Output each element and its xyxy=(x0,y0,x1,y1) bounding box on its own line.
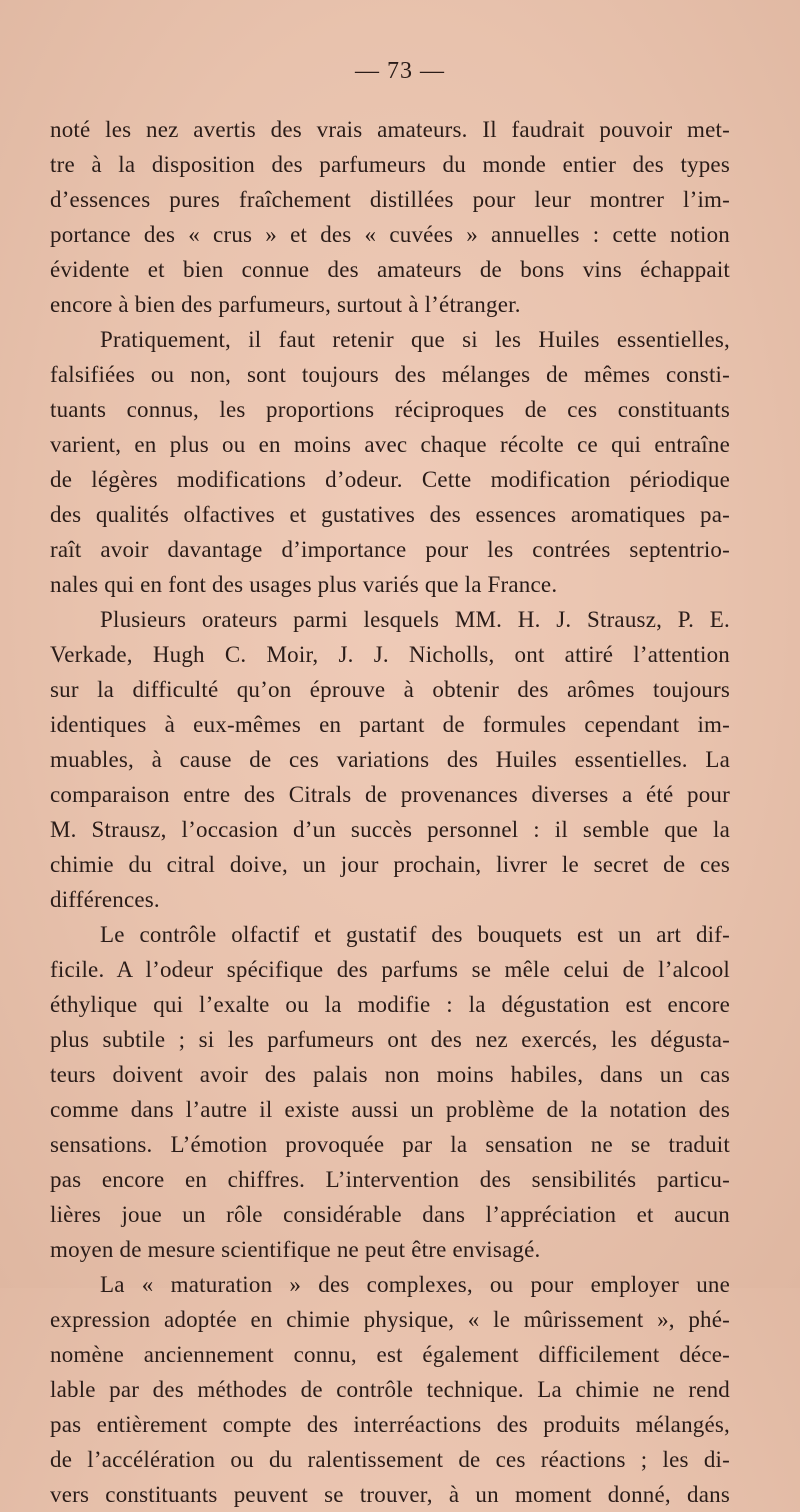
paragraph-2 xyxy=(50,322,730,602)
text-line: comparaison entre des Citrals de provenances diverses a été pour xyxy=(50,782,730,807)
text-line: pas encore en chiffres. L’intervention des sensibilités particu- xyxy=(50,1167,730,1192)
text-line: teurs doivent avoir des palais non moins habiles, dans un cas xyxy=(50,1062,730,1087)
paragraph-5 xyxy=(50,1267,730,1512)
paragraph-1 xyxy=(50,112,730,322)
text-line: de l’accélération ou du ralentissement de ces réactions ; les di- xyxy=(50,1447,730,1472)
text-line: noté les nez avertis des vrais amateurs. Il faudrait pouvoir met- xyxy=(50,117,730,142)
text-line: pas entièrement compte des interréactions des produits mélangés, xyxy=(50,1412,730,1437)
text-line: sensations. L’émotion provoquée par la sensation ne se traduit xyxy=(50,1132,730,1157)
text-line: Plusieurs orateurs parmi lesquels MM. H. J. Strausz, P. E. xyxy=(100,607,730,632)
text-line: raît avoir davantage d’importance pour les contrées septentrio- xyxy=(50,537,730,562)
text-line: La « maturation » des complexes, ou pour employer une xyxy=(100,1272,730,1297)
text-line: falsifiées ou non, sont toujours des mélanges de mêmes consti- xyxy=(50,362,730,387)
text-line: Verkade, Hugh C. Moir, J. J. Nicholls, ont attiré l’attention xyxy=(50,642,730,667)
text-line: d’essences pures fraîchement distillées pour leur montrer l’im- xyxy=(50,187,730,212)
text-line: encore à bien des parfumeurs, surtout à l’étranger. xyxy=(50,292,521,317)
text-line: nomène anciennement connu, est également difficilement déce- xyxy=(50,1342,730,1367)
text-line: plus subtile ; si les parfumeurs ont des nez exercés, les dégusta- xyxy=(50,1027,730,1052)
text-line: moyen de mesure scientifique ne peut être envisagé. xyxy=(50,1237,541,1262)
paragraph-3 xyxy=(50,602,730,917)
text-line: des qualités olfactives et gustatives des essences aromatiques pa- xyxy=(50,502,730,527)
text-line: lières joue un rôle considérable dans l’appréciation et aucun xyxy=(50,1202,730,1227)
text-line: comme dans l’autre il existe aussi un problème de la notation des xyxy=(50,1097,730,1122)
text-line: évidente et bien connue des amateurs de bons vins échappait xyxy=(50,257,730,282)
text-line: M. Strausz, l’occasion d’un succès personnel : il semble que la xyxy=(50,817,730,842)
text-line: différences. xyxy=(50,887,160,912)
text-line: expression adoptée en chimie physique, « le mûrissement », phé- xyxy=(50,1307,730,1332)
page-number: — 73 — xyxy=(355,58,445,84)
text-line: nales qui en font des usages plus variés que la France. xyxy=(50,572,558,597)
text-line: varient, en plus ou en moins avec chaque récolte ce qui entraîne xyxy=(50,432,730,457)
text-line: muables, à cause de ces variations des Huiles essentielles. La xyxy=(50,747,730,772)
text-line: lable par des méthodes de contrôle technique. La chimie ne rend xyxy=(50,1377,730,1402)
text-line: identiques à eux-mêmes en partant de formules cependant im- xyxy=(50,712,730,737)
text-line: portance des « crus » et des « cuvées » annuelles : cette notion xyxy=(50,222,730,247)
text-line: Pratiquement, il faut retenir que si les Huiles essentielles, xyxy=(100,327,730,352)
text-line: sur la difficulté qu’on éprouve à obtenir des arômes toujours xyxy=(50,677,730,702)
text-line: de légères modifications d’odeur. Cette modification périodique xyxy=(50,467,730,492)
text-line: ficile. A l’odeur spécifique des parfums se mêle celui de l’alcool xyxy=(50,957,730,982)
text-line: éthylique qui l’exalte ou la modifie : la dégustation est encore xyxy=(50,992,730,1017)
paragraph-4 xyxy=(50,917,730,1267)
body-text xyxy=(50,112,730,1512)
text-line: vers constituants peuvent se trouver, à un moment donné, dans xyxy=(50,1482,730,1507)
text-line: chimie du citral doive, un jour prochain, livrer le secret de ces xyxy=(50,852,730,877)
text-line: tre à la disposition des parfumeurs du monde entier des types xyxy=(50,152,730,177)
text-line: tuants connus, les proportions réciproques de ces constituants xyxy=(50,397,730,422)
text-line: Le contrôle olfactif et gustatif des bouquets est un art dif- xyxy=(100,922,730,947)
